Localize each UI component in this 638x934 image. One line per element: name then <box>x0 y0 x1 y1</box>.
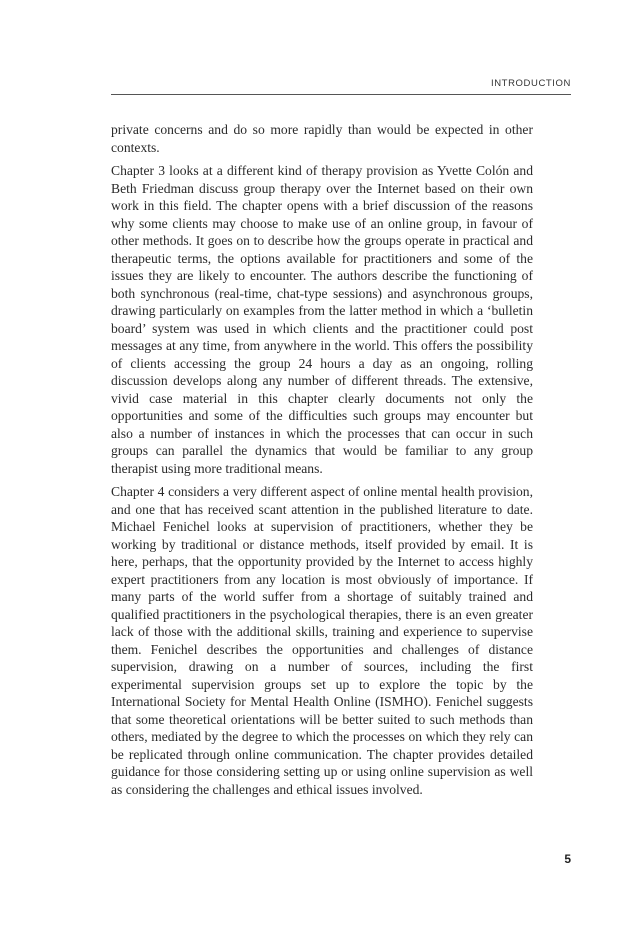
header-rule <box>111 94 571 95</box>
paragraph-chapter-4: Chapter 4 considers a very different aspect of online mental health provision, and one that has received scant attention in the published literature to date. Michael Fenichel looks at supervision of practitioners, whether they be working by traditional or distance methods, itself provided by email. It is here, perhaps, that the opportunity provided by the Internet to access highly expert practitioners from any location is most obviously of importance. If many parts of the world suffer from a shortage of suitably trained and qualified practitioners in the psychological therapies, there is an even greater lack of those with the additional skills, training and experience to supervise them. Fenichel describes the opportunities and challenges of distance supervision, drawing on a number of sources, including the first experimental supervision groups set up to explore the topic by the International Society for Mental Health Online (ISMHO). Fenichel suggests that some theoretical orientations will be better suited to such methods than others, mediated by the degree to which the processes on which they rely can be replicated through online communication. The chapter provides detailed guidance for those considering setting up or using online supervision as well as considering the challenges and ethical issues involved. <box>111 484 533 797</box>
body-text <box>111 121 533 804</box>
paragraph-continuation: private concerns and do so more rapidly than would be expected in other contexts. <box>111 122 533 155</box>
paragraph-chapter-3: Chapter 3 looks at a different kind of therapy provision as Yvette Colón and Beth Friedman discuss group therapy over the Internet based on their own work in this field. The chapter opens with a brief discussion of the reasons why some clients may choose to make use of an online group, in favour of other methods. It goes on to describe how the groups operate in practical and therapeutic terms, the options available for practitioners and some of the issues they are likely to encounter. The authors describe the functioning of both synchronous (real-time, chat-type sessions) and asynchronous groups, drawing particularly on examples from the latter method in which a ‘bulletin board’ system was used in which clients and the practitioner could post messages at any time, from anywhere in the world. This offers the possibility of clients accessing the group 24 hours a day as an ongoing, rolling discussion develops along any number of different threads. The extensive, vivid case material in this chapter clearly documents not only the opportunities and some of the difficulties such groups may encounter but also a number of instances in which the processes that can occur in such groups can parallel the dynamics that would be familiar to any group therapist using more traditional means. <box>111 163 533 476</box>
running-head: INTRODUCTION <box>490 78 571 89</box>
page-number: 5 <box>564 852 571 866</box>
